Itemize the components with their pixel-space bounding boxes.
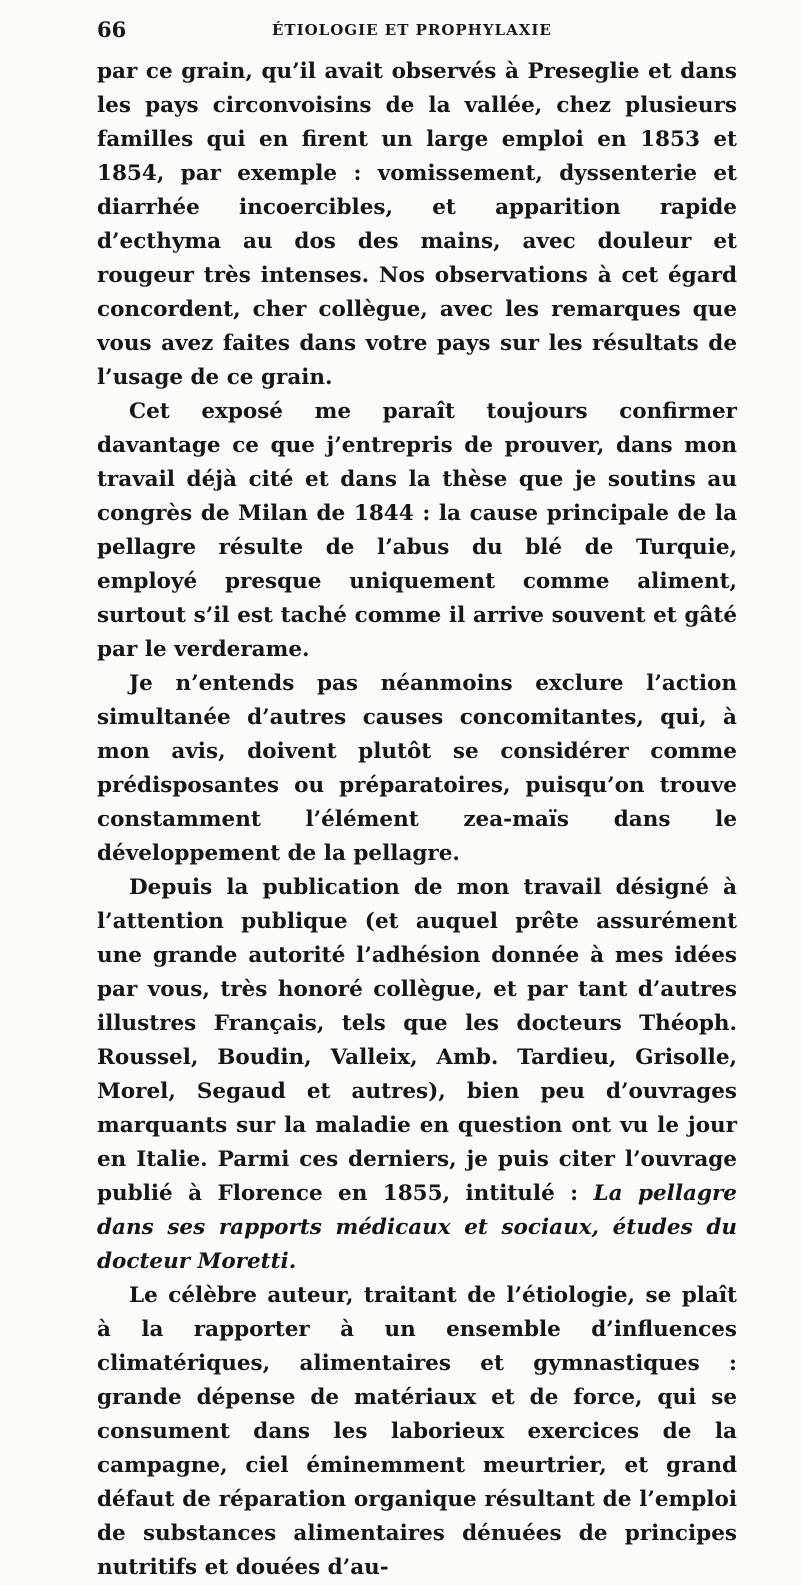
cited-work-title: La pellagre dans ses rapports médicaux et sociaux, études du docteur Moretti.: [97, 1181, 737, 1274]
paragraph-2: Cet exposé me paraît toujours confirmer davantage ce que j’entrepris de prouver, dans mon travail déjà cité et dans la thèse que je soutins au congrès de Milan de 1844 : la cause principale de la pellagre résulte de l’abus du blé de Turquie, employé presque uniquement comme aliment, surtout s’il est taché comme il arrive souvent et gâté par le verderame.: [97, 399, 737, 662]
paragraph-4: [97, 871, 737, 1279]
body-text: [97, 55, 737, 1585]
paragraph-1: par ce grain, qu’il avait observés à Preseglie et dans les pays circonvoisins de la vallée, chez plusieurs familles qui en firent un large emploi en 1853 et 1854, par exemple : vomissement, dyssenterie et diarrhée incoercibles, et apparition rapide d’ecthyma au dos des mains, avec douleur et rougeur très intenses. Nos observations à cet égard concordent, cher collègue, avec les remarques que vous avez faites dans votre pays sur les résultats de l’usage de ce grain.: [97, 59, 737, 390]
paragraph-3: Je n’entends pas néanmoins exclure l’action simultanée d’autres causes concomitantes, qui, à mon avis, doivent plutôt se considérer comme prédisposantes ou préparatoires, puisqu’on trouve constamment l’élément zea-maïs dans le développement de la pellagre.: [97, 671, 737, 866]
page-number: 66: [97, 17, 127, 42]
paragraph-5: Le célèbre auteur, traitant de l’étiologie, se plaît à la rapporter à un ensemble d’influences climatériques, alimentaires et gymnastiques : grande dépense de matériaux et de force, qui se consument dans les laborieux exercices de la campagne, ciel éminemment meurtrier, et grand défaut de réparation organique résultant de l’emploi de substances alimentaires dénuées de principes nutritifs et douées d’au-: [97, 1283, 737, 1580]
running-title: ÉTIOLOGIE ET PROPHYLAXIE: [272, 21, 552, 39]
running-head: [97, 17, 737, 53]
paragraph-4-text: Depuis la publication de mon travail désigné à l’attention publique (et auquel prête assurément une grande autorité l’adhésion donnée à mes idées par vous, très honoré collègue, et par tant d’autres illustres Français, tels que les docteurs Théoph. Roussel, Boudin, Valleix, Amb. Tardieu, Grisolle, Morel, Segaud et autres), bien peu d’ouvrages marquants sur la maladie en question ont vu le jour en Italie. Parmi ces derniers, je puis citer l’ouvrage publié à Florence en 1855, intitulé :: [97, 875, 737, 1206]
